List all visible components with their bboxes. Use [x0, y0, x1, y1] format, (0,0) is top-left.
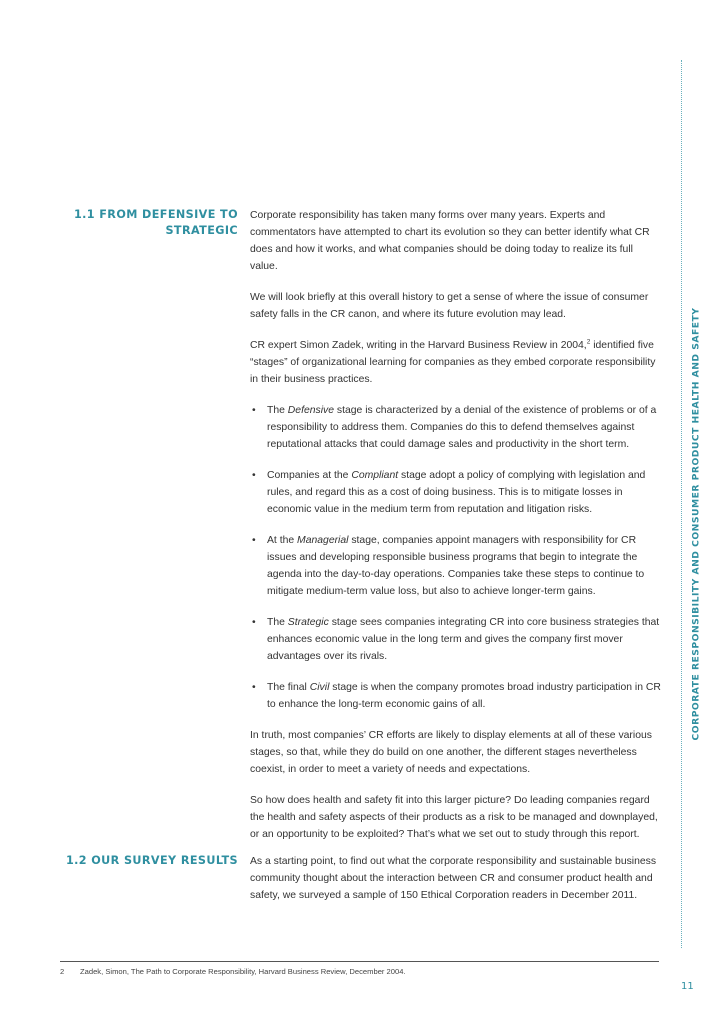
paragraph-with-citation: CR expert Simon Zadek, writing in the Harvard Business Review in 2004,$^2$ identified five “stages” of organizational learning for companies as they embed corporate responsibility in their business practices. [250, 338, 656, 385]
list-item-defensive: • The Defensive stage is characterized by a denial of the existence of problems or of a responsibility to address them. Companies do this to defend themselves against reputational attacks that could damage sales and productivity in the short term. [250, 402, 662, 453]
footnote-divider [60, 961, 659, 962]
footnote-text: Zadek, Simon, The Path to Corporate Responsibility, Harvard Business Review, December 2004. [80, 967, 406, 976]
footnote [60, 966, 660, 977]
footnote-ref: 2 [586, 338, 591, 346]
bullet-icon: • [252, 470, 256, 481]
bullet-icon: • [252, 535, 256, 546]
bullet-icon: • [252, 617, 256, 628]
bullet-icon: • [252, 682, 256, 693]
margin-divider [681, 60, 682, 948]
paragraph: In truth, most companies’ CR efforts are likely to display elements at all of these various stages, so that, while they do build on one another, the different stages nevertheless coexist, in order to meet a variety of needs and expectations. [250, 730, 652, 775]
page-number: 11 [681, 981, 694, 992]
paragraph: Corporate responsibility has taken many forms over many years. Experts and commentators have attempted to chart its evolution so they can better identify what CR does and how it works, and what companies should be doing today to realize its full value. [250, 210, 650, 272]
list-item-compliant: • Companies at the Compliant stage adopt a policy of complying with legislation and rules, and regard this as a cost of doing business. This is to mitigate losses in economic value in the medium term from reputation and litigation risks. [250, 467, 662, 518]
section-1-body [250, 207, 662, 857]
section-1-heading-line1: 1.1 FROM DEFENSIVE TO [73, 208, 238, 221]
stages-list [250, 402, 662, 713]
section-2-heading: 1.2 OUR SURVEY RESULTS [65, 854, 238, 867]
paragraph: We will look briefly at this overall history to get a sense of where the issue of consumer safety falls in the CR canon, and where its future evolution may lead. [250, 292, 649, 320]
side-title-text: CORPORATE RESPONSIBILITY AND CONSUMER PRODUCT HEALTH AND SAFETY [690, 307, 702, 741]
section-1-heading-line2: STRATEGIC [165, 224, 238, 237]
section-2-body [250, 853, 662, 918]
list-item-managerial: • At the Managerial stage, companies appoint managers with responsibility for CR issues and developing responsible business programs that begin to integrate the agenda into the day-to-day operations. Companies take these steps to continue to mitigate medium-term value loss, but also to achieve longer-term gains. [250, 532, 662, 600]
footnote-mark: 2 [60, 967, 65, 976]
paragraph: As a starting point, to find out what the corporate responsibility and sustainable business community thought about the interaction between CR and consumer product health and safety, we surveyed a sample of 150 Ethical Corporation readers in December 2011. [250, 856, 657, 901]
paragraph: So how does health and safety fit into this larger picture? Do leading companies regard the health and safety aspects of their products as a risk to be managed and downplayed, or an opportunity to be exploited? That’s what we set out to study through this report. [250, 795, 658, 840]
list-item-strategic: • The Strategic stage sees companies integrating CR into core business strategies that enhances economic value in the long term and gives the company first mover advantages over its rivals. [250, 614, 662, 665]
bullet-icon: • [252, 405, 256, 416]
section-1-heading [60, 207, 238, 239]
list-item-civil: • The final Civil stage is when the company promotes broad industry participation in CR to enhance the long-term economic gains of all. [250, 679, 662, 713]
